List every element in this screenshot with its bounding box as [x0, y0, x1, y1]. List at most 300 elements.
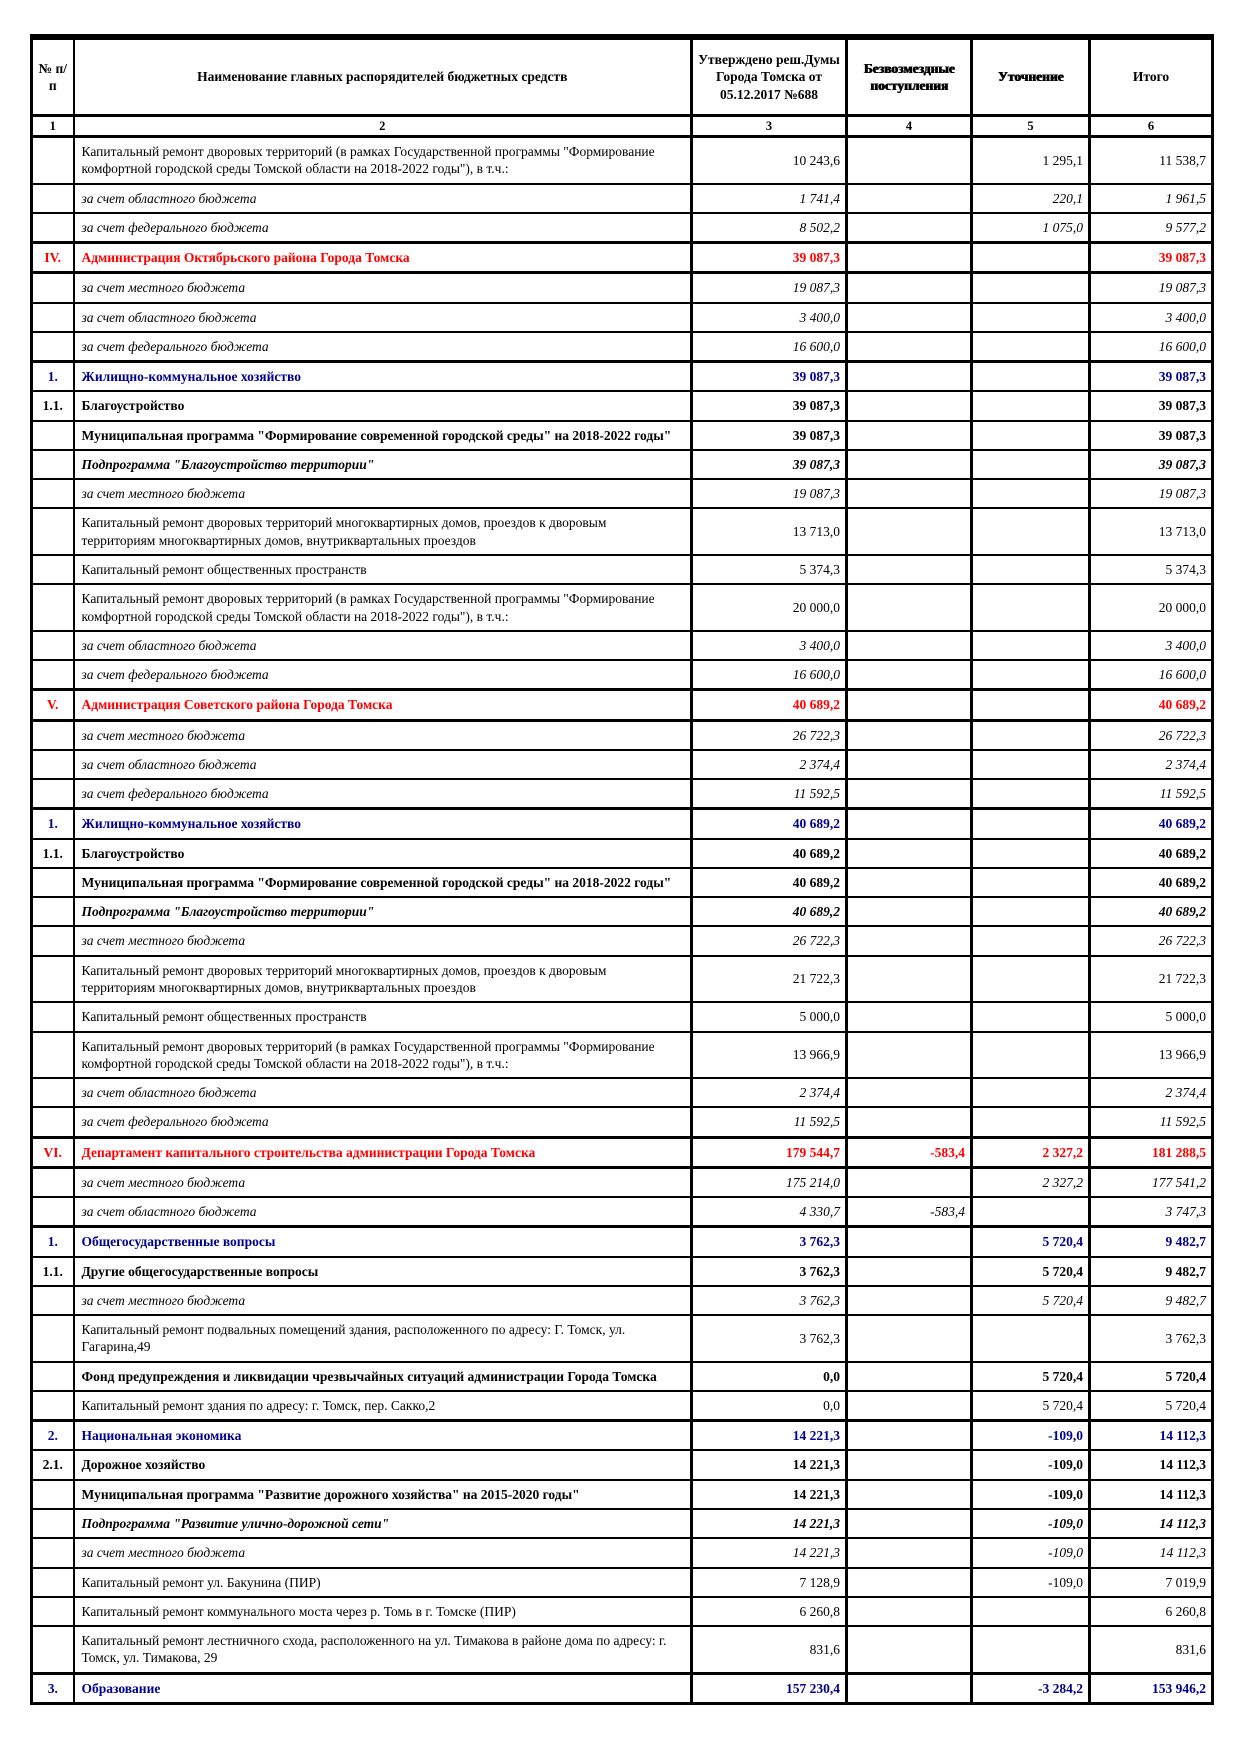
- approved-value-cell: 39 087,3: [692, 362, 847, 392]
- row-number-cell: [32, 137, 74, 184]
- row-name-cell: Капитальный ремонт здания по адресу: г. Томск, пер. Сакко,2: [74, 1391, 692, 1421]
- adjustment-value-cell: -109,0: [972, 1568, 1090, 1597]
- row-name-cell: за счет федерального бюджета: [74, 332, 692, 362]
- gratuitous-value-cell: [847, 690, 972, 720]
- table-row: [32, 1673, 1213, 1703]
- total-value-cell: 181 288,5: [1090, 1137, 1213, 1167]
- total-value-cell: 39 087,3: [1090, 243, 1213, 273]
- total-value-cell: 13 713,0: [1090, 508, 1213, 555]
- approved-value-cell: 16 600,0: [692, 660, 847, 690]
- approved-value-cell: 7 128,9: [692, 1568, 847, 1597]
- total-value-cell: 16 600,0: [1090, 660, 1213, 690]
- approved-value-cell: 3 400,0: [692, 303, 847, 332]
- budget-table: [30, 34, 1214, 1705]
- adjustment-value-cell: [972, 956, 1090, 1003]
- approved-value-cell: 40 689,2: [692, 868, 847, 897]
- row-name-cell: Департамент капитального строительства администрации Города Томска: [74, 1137, 692, 1167]
- adjustment-value-cell: [972, 690, 1090, 720]
- row-name-cell: Капитальный ремонт дворовых территорий (в рамках Государственной программы "Формирование комфортной городской среды Томской области на 2018-2022 годы"), в т.ч.:: [74, 1032, 692, 1079]
- table-row: [32, 1538, 1213, 1567]
- adjustment-value-cell: [972, 1315, 1090, 1362]
- total-value-cell: 14 112,3: [1090, 1538, 1213, 1567]
- approved-value-cell: 3 762,3: [692, 1286, 847, 1315]
- row-number-cell: [32, 584, 74, 631]
- row-number-cell: [32, 421, 74, 450]
- row-number-cell: [32, 450, 74, 479]
- row-number-cell: [32, 1315, 74, 1362]
- col-header-gratuitous: Безвозмездные поступления: [847, 37, 972, 116]
- row-name-cell: за счет федерального бюджета: [74, 779, 692, 809]
- row-number-cell: [32, 508, 74, 555]
- total-value-cell: 40 689,2: [1090, 868, 1213, 897]
- table-body: [32, 137, 1213, 1704]
- total-value-cell: 7 019,9: [1090, 1568, 1213, 1597]
- row-name-cell: за счет федерального бюджета: [74, 213, 692, 243]
- approved-value-cell: 40 689,2: [692, 897, 847, 926]
- gratuitous-value-cell: [847, 631, 972, 660]
- adjustment-value-cell: [972, 1626, 1090, 1673]
- total-value-cell: 3 747,3: [1090, 1197, 1213, 1227]
- total-value-cell: 6 260,8: [1090, 1597, 1213, 1626]
- approved-value-cell: 3 400,0: [692, 631, 847, 660]
- row-number-cell: [32, 555, 74, 584]
- total-value-cell: 13 966,9: [1090, 1032, 1213, 1079]
- adjustment-value-cell: [972, 779, 1090, 809]
- approved-value-cell: 19 087,3: [692, 479, 847, 508]
- row-number-cell: [32, 926, 74, 955]
- table-row: [32, 1286, 1213, 1315]
- total-value-cell: 9 482,7: [1090, 1257, 1213, 1286]
- gratuitous-value-cell: [847, 184, 972, 213]
- row-name-cell: Фонд предупреждения и ликвидации чрезвычайных ситуаций администрации Города Томска: [74, 1362, 692, 1391]
- approved-value-cell: 14 221,3: [692, 1450, 847, 1479]
- total-value-cell: 3 762,3: [1090, 1315, 1213, 1362]
- gratuitous-value-cell: [847, 508, 972, 555]
- table-row: [32, 1362, 1213, 1391]
- table-row: [32, 1078, 1213, 1107]
- total-value-cell: 11 538,7: [1090, 137, 1213, 184]
- adjustment-value-cell: 5 720,4: [972, 1391, 1090, 1421]
- total-value-cell: 21 722,3: [1090, 956, 1213, 1003]
- row-number-cell: [32, 1078, 74, 1107]
- row-number-cell: [32, 479, 74, 508]
- approved-value-cell: 1 741,4: [692, 184, 847, 213]
- adjustment-value-cell: [972, 555, 1090, 584]
- gratuitous-value-cell: [847, 137, 972, 184]
- adjustment-value-cell: 5 720,4: [972, 1257, 1090, 1286]
- gratuitous-value-cell: [847, 273, 972, 303]
- row-name-cell: Капитальный ремонт ул. Бакунина (ПИР): [74, 1568, 692, 1597]
- adjustment-value-cell: -109,0: [972, 1538, 1090, 1567]
- total-value-cell: 16 600,0: [1090, 332, 1213, 362]
- gratuitous-value-cell: [847, 1597, 972, 1626]
- gratuitous-value-cell: [847, 1450, 972, 1479]
- table-row: [32, 1167, 1213, 1197]
- adjustment-value-cell: [972, 391, 1090, 420]
- table-row: [32, 750, 1213, 779]
- total-value-cell: 831,6: [1090, 1626, 1213, 1673]
- total-value-cell: 40 689,2: [1090, 839, 1213, 868]
- table-row: [32, 391, 1213, 420]
- table-row: [32, 1421, 1213, 1451]
- table-header: [32, 37, 1213, 137]
- gratuitous-value-cell: [847, 868, 972, 897]
- approved-value-cell: 16 600,0: [692, 332, 847, 362]
- gratuitous-value-cell: [847, 1391, 972, 1421]
- row-number-cell: 1.: [32, 809, 74, 839]
- row-number-cell: [32, 332, 74, 362]
- row-number-cell: 2.1.: [32, 1450, 74, 1479]
- approved-value-cell: 39 087,3: [692, 450, 847, 479]
- total-value-cell: 3 400,0: [1090, 631, 1213, 660]
- table-row: [32, 660, 1213, 690]
- column-index: 1: [32, 116, 74, 137]
- row-name-cell: Благоустройство: [74, 839, 692, 868]
- total-value-cell: 40 689,2: [1090, 809, 1213, 839]
- adjustment-value-cell: [972, 479, 1090, 508]
- gratuitous-value-cell: [847, 897, 972, 926]
- total-value-cell: 5 720,4: [1090, 1391, 1213, 1421]
- row-number-cell: [32, 750, 74, 779]
- gratuitous-value-cell: [847, 926, 972, 955]
- gratuitous-value-cell: [847, 1257, 972, 1286]
- approved-value-cell: 831,6: [692, 1626, 847, 1673]
- table-row: [32, 479, 1213, 508]
- total-value-cell: 19 087,3: [1090, 273, 1213, 303]
- adjustment-value-cell: 1 075,0: [972, 213, 1090, 243]
- adjustment-value-cell: -3 284,2: [972, 1673, 1090, 1703]
- approved-value-cell: 5 000,0: [692, 1002, 847, 1031]
- table-row: [32, 1137, 1213, 1167]
- row-number-cell: [32, 1568, 74, 1597]
- row-number-cell: [32, 1197, 74, 1227]
- row-name-cell: Общегосударственные вопросы: [74, 1227, 692, 1257]
- column-index: 2: [74, 116, 692, 137]
- gratuitous-value-cell: [847, 750, 972, 779]
- adjustment-value-cell: [972, 1002, 1090, 1031]
- table-row: [32, 273, 1213, 303]
- adjustment-value-cell: [972, 1197, 1090, 1227]
- row-number-cell: [32, 1626, 74, 1673]
- row-number-cell: [32, 273, 74, 303]
- approved-value-cell: 2 374,4: [692, 1078, 847, 1107]
- row-name-cell: за счет областного бюджета: [74, 1078, 692, 1107]
- row-number-cell: [32, 1002, 74, 1031]
- adjustment-value-cell: [972, 1597, 1090, 1626]
- table-row: [32, 1107, 1213, 1137]
- row-number-cell: 1.: [32, 1227, 74, 1257]
- total-value-cell: 14 112,3: [1090, 1421, 1213, 1451]
- row-name-cell: за счет областного бюджета: [74, 303, 692, 332]
- approved-value-cell: 13 966,9: [692, 1032, 847, 1079]
- row-name-cell: за счет местного бюджета: [74, 1167, 692, 1197]
- adjustment-value-cell: [972, 868, 1090, 897]
- total-value-cell: 20 000,0: [1090, 584, 1213, 631]
- table-row: [32, 184, 1213, 213]
- adjustment-value-cell: [972, 303, 1090, 332]
- row-number-cell: V.: [32, 690, 74, 720]
- gratuitous-value-cell: [847, 1538, 972, 1567]
- col-header-approved: Утверждено реш.Думы Города Томска от 05.12.2017 №688: [692, 37, 847, 116]
- total-value-cell: 3 400,0: [1090, 303, 1213, 332]
- row-number-cell: [32, 303, 74, 332]
- adjustment-value-cell: [972, 421, 1090, 450]
- total-value-cell: 39 087,3: [1090, 421, 1213, 450]
- row-number-cell: [32, 897, 74, 926]
- approved-value-cell: 40 689,2: [692, 690, 847, 720]
- column-index: 3: [692, 116, 847, 137]
- approved-value-cell: 39 087,3: [692, 243, 847, 273]
- adjustment-value-cell: 2 327,2: [972, 1137, 1090, 1167]
- total-value-cell: 19 087,3: [1090, 479, 1213, 508]
- table-row: [32, 809, 1213, 839]
- row-name-cell: Благоустройство: [74, 391, 692, 420]
- row-name-cell: за счет местного бюджета: [74, 1538, 692, 1567]
- total-value-cell: 26 722,3: [1090, 926, 1213, 955]
- row-name-cell: Подпрограмма "Благоустройство территории": [74, 450, 692, 479]
- adjustment-value-cell: [972, 809, 1090, 839]
- adjustment-value-cell: [972, 1107, 1090, 1137]
- col-header-num: № п/п: [32, 37, 74, 116]
- approved-value-cell: 0,0: [692, 1391, 847, 1421]
- row-name-cell: Образование: [74, 1673, 692, 1703]
- col-header-total: Итого: [1090, 37, 1213, 116]
- adjustment-value-cell: 220,1: [972, 184, 1090, 213]
- row-name-cell: за счет областного бюджета: [74, 750, 692, 779]
- row-number-cell: [32, 1509, 74, 1538]
- approved-value-cell: 19 087,3: [692, 273, 847, 303]
- approved-value-cell: 157 230,4: [692, 1673, 847, 1703]
- row-name-cell: за счет областного бюджета: [74, 1197, 692, 1227]
- approved-value-cell: 21 722,3: [692, 956, 847, 1003]
- total-value-cell: 11 592,5: [1090, 779, 1213, 809]
- adjustment-value-cell: -109,0: [972, 1450, 1090, 1479]
- row-number-cell: 2.: [32, 1421, 74, 1451]
- total-value-cell: 153 946,2: [1090, 1673, 1213, 1703]
- row-name-cell: Другие общегосударственные вопросы: [74, 1257, 692, 1286]
- gratuitous-value-cell: [847, 779, 972, 809]
- row-number-cell: [32, 1480, 74, 1509]
- total-value-cell: 9 577,2: [1090, 213, 1213, 243]
- approved-value-cell: 40 689,2: [692, 839, 847, 868]
- gratuitous-value-cell: [847, 1480, 972, 1509]
- adjustment-value-cell: 2 327,2: [972, 1167, 1090, 1197]
- row-name-cell: за счет областного бюджета: [74, 631, 692, 660]
- gratuitous-value-cell: [847, 1509, 972, 1538]
- total-value-cell: 14 112,3: [1090, 1450, 1213, 1479]
- column-index: 6: [1090, 116, 1213, 137]
- gratuitous-value-cell: [847, 1421, 972, 1451]
- row-number-cell: [32, 660, 74, 690]
- gratuitous-value-cell: [847, 1227, 972, 1257]
- approved-value-cell: 40 689,2: [692, 809, 847, 839]
- col-header-name: Наименование главных распорядителей бюджетных средств: [74, 37, 692, 116]
- row-number-cell: [32, 631, 74, 660]
- approved-value-cell: 26 722,3: [692, 720, 847, 750]
- total-value-cell: 40 689,2: [1090, 897, 1213, 926]
- gratuitous-value-cell: [847, 956, 972, 1003]
- table-row: [32, 243, 1213, 273]
- table-row: [32, 926, 1213, 955]
- row-number-cell: [32, 1167, 74, 1197]
- adjustment-value-cell: 5 720,4: [972, 1227, 1090, 1257]
- approved-value-cell: 8 502,2: [692, 213, 847, 243]
- approved-value-cell: 11 592,5: [692, 1107, 847, 1137]
- gratuitous-value-cell: [847, 332, 972, 362]
- table-row: [32, 508, 1213, 555]
- row-number-cell: [32, 868, 74, 897]
- row-name-cell: Капитальный ремонт коммунального моста через р. Томь в г. Томске (ПИР): [74, 1597, 692, 1626]
- gratuitous-value-cell: [847, 1626, 972, 1673]
- total-value-cell: 9 482,7: [1090, 1286, 1213, 1315]
- table-row: [32, 555, 1213, 584]
- total-value-cell: 39 087,3: [1090, 391, 1213, 420]
- row-name-cell: Национальная экономика: [74, 1421, 692, 1451]
- approved-value-cell: 13 713,0: [692, 508, 847, 555]
- total-value-cell: 11 592,5: [1090, 1107, 1213, 1137]
- total-value-cell: 5 000,0: [1090, 1002, 1213, 1031]
- row-name-cell: Дорожное хозяйство: [74, 1450, 692, 1479]
- table-row: [32, 1002, 1213, 1031]
- table-row: [32, 1257, 1213, 1286]
- gratuitous-value-cell: -583,4: [847, 1197, 972, 1227]
- approved-value-cell: 2 374,4: [692, 750, 847, 779]
- gratuitous-value-cell: [847, 1167, 972, 1197]
- gratuitous-value-cell: [847, 584, 972, 631]
- adjustment-value-cell: [972, 1078, 1090, 1107]
- row-number-cell: [32, 1538, 74, 1567]
- row-name-cell: за счет местного бюджета: [74, 1286, 692, 1315]
- gratuitous-value-cell: [847, 450, 972, 479]
- row-name-cell: за счет местного бюджета: [74, 273, 692, 303]
- row-number-cell: [32, 1597, 74, 1626]
- approved-value-cell: 39 087,3: [692, 391, 847, 420]
- approved-value-cell: 14 221,3: [692, 1480, 847, 1509]
- total-value-cell: 1 961,5: [1090, 184, 1213, 213]
- table-row: [32, 956, 1213, 1003]
- row-name-cell: Капитальный ремонт лестничного схода, расположенного на ул. Тимакова в районе дома по адресу: г. Томск, ул. Тимакова, 29: [74, 1626, 692, 1673]
- approved-value-cell: 6 260,8: [692, 1597, 847, 1626]
- total-value-cell: 40 689,2: [1090, 690, 1213, 720]
- table-row: [32, 1509, 1213, 1538]
- adjustment-value-cell: [972, 897, 1090, 926]
- gratuitous-value-cell: [847, 1362, 972, 1391]
- total-value-cell: 9 482,7: [1090, 1227, 1213, 1257]
- table-row: [32, 213, 1213, 243]
- table-row: [32, 1391, 1213, 1421]
- adjustment-value-cell: [972, 750, 1090, 779]
- adjustment-value-cell: [972, 660, 1090, 690]
- table-row: [32, 868, 1213, 897]
- row-name-cell: Капитальный ремонт дворовых территорий (в рамках Государственной программы "Формирование комфортной городской среды Томской области на 2018-2022 годы"), в т.ч.:: [74, 137, 692, 184]
- table-row: [32, 631, 1213, 660]
- row-number-cell: [32, 1391, 74, 1421]
- gratuitous-value-cell: [847, 1107, 972, 1137]
- adjustment-value-cell: [972, 926, 1090, 955]
- row-name-cell: Муниципальная программа "Развитие дорожного хозяйства" на 2015-2020 годы": [74, 1480, 692, 1509]
- row-number-cell: [32, 1362, 74, 1391]
- adjustment-value-cell: [972, 362, 1090, 392]
- gratuitous-value-cell: [847, 1673, 972, 1703]
- adjustment-value-cell: [972, 508, 1090, 555]
- table-row: [32, 690, 1213, 720]
- approved-value-cell: 14 221,3: [692, 1421, 847, 1451]
- gratuitous-value-cell: [847, 1078, 972, 1107]
- column-index: 4: [847, 116, 972, 137]
- adjustment-value-cell: 5 720,4: [972, 1362, 1090, 1391]
- row-name-cell: за счет федерального бюджета: [74, 660, 692, 690]
- adjustment-value-cell: 1 295,1: [972, 137, 1090, 184]
- row-number-cell: [32, 1032, 74, 1079]
- row-name-cell: за счет местного бюджета: [74, 720, 692, 750]
- row-name-cell: Капитальный ремонт общественных пространств: [74, 555, 692, 584]
- total-value-cell: 14 112,3: [1090, 1509, 1213, 1538]
- row-name-cell: за счет местного бюджета: [74, 479, 692, 508]
- table-row: [32, 1032, 1213, 1079]
- row-number-cell: 1.: [32, 362, 74, 392]
- row-number-cell: [32, 956, 74, 1003]
- adjustment-value-cell: [972, 584, 1090, 631]
- approved-value-cell: 3 762,3: [692, 1227, 847, 1257]
- column-index: 5: [972, 116, 1090, 137]
- table-row: [32, 779, 1213, 809]
- row-name-cell: Капитальный ремонт общественных пространств: [74, 1002, 692, 1031]
- header-row: [32, 37, 1213, 116]
- row-name-cell: за счет местного бюджета: [74, 926, 692, 955]
- adjustment-value-cell: [972, 631, 1090, 660]
- table-row: [32, 1480, 1213, 1509]
- row-name-cell: Жилищно-коммунальное хозяйство: [74, 809, 692, 839]
- row-name-cell: Капитальный ремонт дворовых территорий (в рамках Государственной программы "Формирование комфортной городской среды Томской области на 2018-2022 годы"), в т.ч.:: [74, 584, 692, 631]
- approved-value-cell: 39 087,3: [692, 421, 847, 450]
- table-row: [32, 720, 1213, 750]
- row-number-cell: VI.: [32, 1137, 74, 1167]
- gratuitous-value-cell: [847, 1568, 972, 1597]
- total-value-cell: 5 720,4: [1090, 1362, 1213, 1391]
- adjustment-value-cell: [972, 839, 1090, 868]
- table-row: [32, 897, 1213, 926]
- gratuitous-value-cell: [847, 1032, 972, 1079]
- adjustment-value-cell: [972, 450, 1090, 479]
- adjustment-value-cell: [972, 1032, 1090, 1079]
- row-number-cell: 1.1.: [32, 1257, 74, 1286]
- table-row: [32, 1315, 1213, 1362]
- row-number-cell: [32, 1286, 74, 1315]
- adjustment-value-cell: 5 720,4: [972, 1286, 1090, 1315]
- approved-value-cell: 175 214,0: [692, 1167, 847, 1197]
- row-name-cell: Капитальный ремонт дворовых территорий многоквартирных домов, проездов к дворовым территориям многоквартирных домов, внутриквартальных проездов: [74, 956, 692, 1003]
- approved-value-cell: 3 762,3: [692, 1315, 847, 1362]
- gratuitous-value-cell: -583,4: [847, 1137, 972, 1167]
- row-name-cell: Муниципальная программа "Формирование современной городской среды" на 2018-2022 годы": [74, 421, 692, 450]
- table-row: [32, 584, 1213, 631]
- adjustment-value-cell: -109,0: [972, 1421, 1090, 1451]
- table-row: [32, 421, 1213, 450]
- approved-value-cell: 3 762,3: [692, 1257, 847, 1286]
- table-row: [32, 839, 1213, 868]
- row-name-cell: Капитальный ремонт дворовых территорий многоквартирных домов, проездов к дворовым территориям многоквартирных домов, внутриквартальных проездов: [74, 508, 692, 555]
- approved-value-cell: 4 330,7: [692, 1197, 847, 1227]
- total-value-cell: 14 112,3: [1090, 1480, 1213, 1509]
- row-name-cell: за счет областного бюджета: [74, 184, 692, 213]
- adjustment-value-cell: -109,0: [972, 1509, 1090, 1538]
- row-name-cell: Подпрограмма "Развитие улично-дорожной сети": [74, 1509, 692, 1538]
- table-row: [32, 1197, 1213, 1227]
- row-name-cell: за счет федерального бюджета: [74, 1107, 692, 1137]
- row-number-cell: 1.1.: [32, 391, 74, 420]
- total-value-cell: 39 087,3: [1090, 362, 1213, 392]
- approved-value-cell: 26 722,3: [692, 926, 847, 955]
